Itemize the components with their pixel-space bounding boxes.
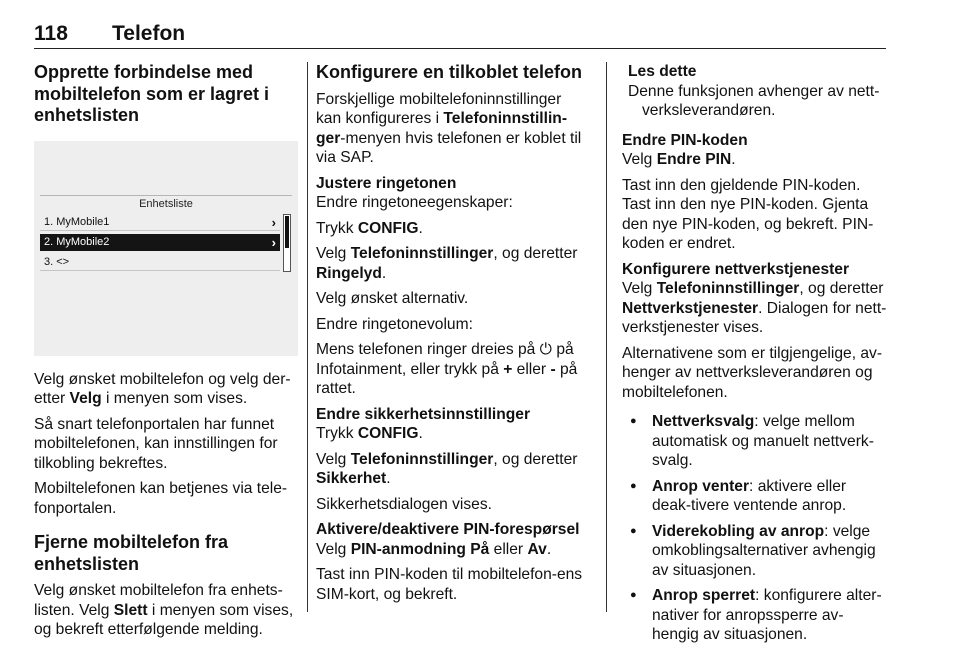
paragraph: Endre ringetoneegenskaper: (316, 194, 513, 211)
scrollbar (283, 214, 291, 272)
note-title: Les dette (628, 63, 697, 80)
column-1 (34, 62, 298, 646)
paragraph: Så snart telefonportalen har funnet mobiltelefonen, kan innstillingen for tilkobling bekreftes. (34, 415, 278, 472)
device-list-screen-figure (34, 141, 298, 356)
paragraph: Velg ønsket mobiltelefon og velg der-etter Velg i menyen som vises. (34, 370, 291, 407)
column-divider (307, 62, 308, 612)
paragraph: Mens telefonen ringer dreies på ⏻ på Infotainment, eller trykk på + eller - på rattet. (316, 341, 578, 397)
list-item: ● Viderekobling av anrop: velge omkoblingsalternativer avhengig av situasjonen. (622, 522, 888, 581)
subheading: Justere ringetonen (316, 174, 457, 192)
section-heading: Konfigurere en tilkoblet telefon (316, 62, 583, 82)
note-text: Denne funksjonen avhenger av nett- (628, 82, 880, 100)
paragraph: Trykk CONFIG. (316, 425, 423, 442)
paragraph: Forskjellige mobiltelefoninnstillinger kan konfigureres i Telefoninnstillin-ger-menyen hvis telefonen er koblet til via SAP. (316, 90, 582, 166)
paragraph: Velg PIN-anmodning På eller Av. (316, 540, 552, 558)
paragraph: Velg Telefoninnstillinger, og deretter Ringelyd. (316, 245, 578, 282)
paragraph: Velg Endre PIN. (622, 151, 736, 168)
paragraph: Alternativene som er tilgjengelige, av-henger av nettverksleverandøren og mobiltelefonen. (622, 344, 883, 401)
list-item: ● Nettverksvalg: velge mellom automatisk og manuelt nettverk-svalg. (622, 412, 888, 471)
paragraph: Sikkerhetsdialogen vises. (316, 495, 492, 513)
column-divider (606, 62, 607, 612)
paragraph: Tast inn den gjeldende PIN-koden. Tast inn den nye PIN-koden. Gjenta den nye PIN-koden, og bekreft. PIN-koden er endret. (622, 176, 874, 252)
paragraph: Velg Telefoninnstillinger, og deretter Sikkerhet. (316, 450, 578, 487)
page-number: 118 (34, 22, 68, 45)
subheading: Endre PIN-koden (622, 131, 748, 149)
paragraph: Velg Telefoninnstillinger, og deretter Nettverkstjenester. Dialogen for nett-verkstjenester vises. (622, 280, 887, 336)
section-heading: Fjerne mobiltelefon fra enhetslisten (34, 532, 229, 574)
subheading: Endre sikkerhetsinnstillinger (316, 405, 531, 423)
paragraph: Trykk CONFIG. (316, 219, 423, 237)
device-name: 1. MyMobile1 (44, 215, 110, 228)
note-box (622, 62, 888, 121)
paragraph: Velg ønsket alternativ. (316, 290, 469, 307)
page-header (34, 22, 886, 49)
device-name: 3. <> (44, 255, 70, 268)
bullet-list (622, 412, 888, 645)
section-heading: Opprette forbindelse med mobiltelefon som er lagret i enhetslisten (34, 62, 270, 125)
paragraph: Mobiltelefonen kan betjenes via tele-fonportalen. (34, 480, 288, 517)
paragraph: Endre ringetonevolum: (316, 315, 473, 333)
device-name: 2. MyMobile2 (44, 235, 110, 248)
device-list-item (40, 254, 280, 271)
subheading: Konfigurere nettverkstjenester (622, 260, 850, 278)
device-list-item (40, 214, 280, 231)
chapter-title: Telefon (112, 22, 186, 45)
column-3 (622, 62, 888, 651)
subheading: Aktivere/deaktivere PIN-forespørsel (316, 521, 580, 538)
screen-title: Enhetsliste (40, 195, 292, 212)
power-knob-icon: ⏻ (539, 341, 552, 358)
column-2 (316, 62, 590, 610)
device-list-item-selected (40, 234, 280, 251)
list-item: ● Anrop venter: aktivere eller deak-tivere ventende anrop. (622, 477, 888, 516)
note-text: verksleverandøren. (642, 102, 776, 119)
list-item: ● Anrop sperret: konfigurere alter-nativer for anropssperre av-hengig av situasjonen. (622, 586, 888, 645)
chevron-right-icon: › (271, 234, 276, 250)
chevron-right-icon: › (271, 214, 276, 230)
paragraph: Tast inn PIN-koden til mobiltelefon-ens SIM-kort, og bekreft. (316, 566, 583, 603)
paragraph: Velg ønsket mobiltelefon fra enhets-listen. Velg Slett i menyen som vises, og bekreft etterfølgende melding. (34, 582, 294, 638)
scrollbar-thumb (285, 216, 289, 248)
